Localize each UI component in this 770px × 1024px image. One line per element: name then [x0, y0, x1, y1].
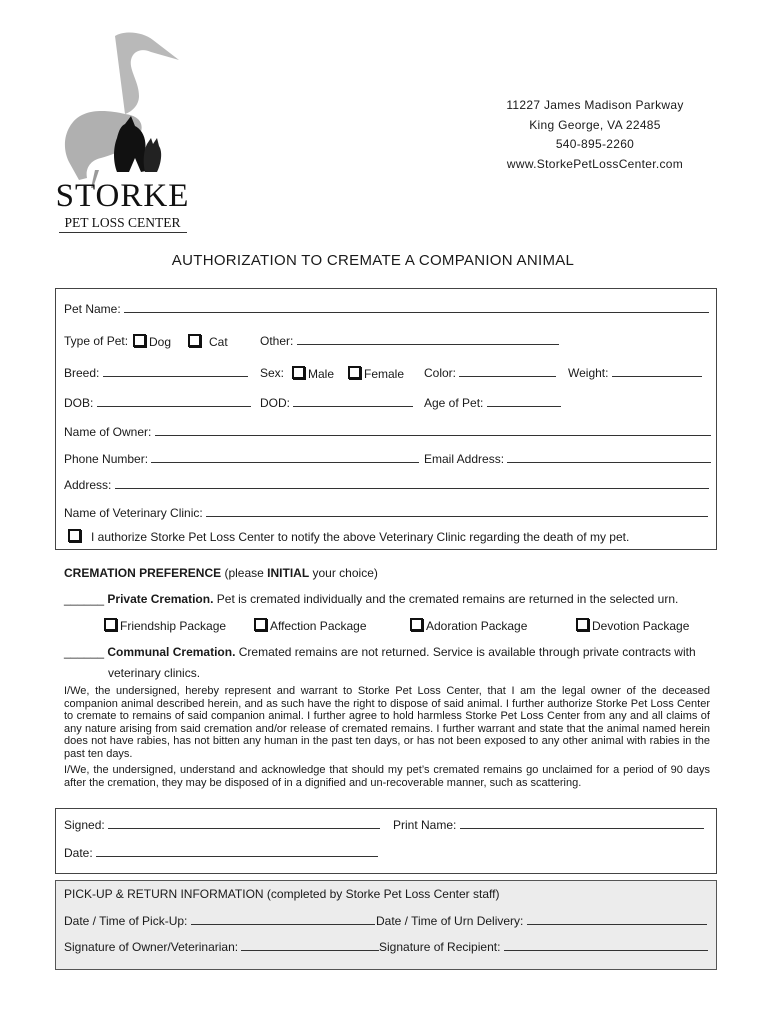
dog-checkbox-icon[interactable] — [133, 334, 146, 347]
cat-checkbox-icon[interactable] — [188, 334, 201, 347]
authorize-checkbox[interactable] — [68, 529, 629, 544]
dob-label: DOB: — [64, 396, 94, 410]
color-row — [424, 366, 556, 380]
package-label: Friendship Package — [120, 619, 227, 633]
other-field[interactable] — [297, 334, 559, 345]
cat-label: Cat — [209, 335, 228, 349]
communal-text: Cremated remains are not returned. Service is available through private contracts with — [238, 645, 696, 659]
company-address — [480, 96, 710, 174]
cremation-note-bold: INITIAL — [267, 566, 310, 580]
cremation-heading — [64, 566, 378, 580]
male-checkbox-icon[interactable] — [292, 366, 305, 379]
dod-label: DOD: — [260, 396, 290, 410]
package-affection[interactable] — [254, 618, 367, 633]
male-label: Male — [308, 367, 335, 381]
private-initial-field[interactable]: ______ — [64, 592, 105, 606]
breed-row — [64, 366, 248, 380]
email-label: Email Address: — [424, 452, 505, 466]
legal-paragraph-1: I/We, the undersigned, hereby represent and warrant to Storke Pet Loss Center, that I am the legal owner of the deceased companion animal described herein, and as such have the right to dispose of said animal. I further authorize Storke Pet Loss Center to cremate to remains of said companion animal. I further agree to hold harmless Storke Pet Loss Center from any and all claims of any nature arising from said cremation and/or release of cremated remains. I further warrant and state that the animal named herein does not have rabies, has not bitten any human in the past ten days, or has not been exposed to any other animal with rabies in the past ten days. — [64, 685, 710, 760]
weight-row — [568, 366, 702, 380]
cat-checkbox[interactable] — [188, 334, 228, 349]
email-row — [424, 452, 711, 466]
print-name-field[interactable] — [460, 818, 704, 829]
owner-label: Name of Owner: — [64, 425, 152, 439]
communal-initial-field[interactable]: ______ — [64, 645, 105, 659]
recipient-signature-label: Signature of Recipient: — [379, 940, 501, 954]
date-row — [64, 846, 378, 860]
package-adoration[interactable] — [410, 618, 527, 633]
vet-field[interactable] — [206, 506, 708, 517]
cremation-heading-title: CREMATION PREFERENCE — [64, 566, 222, 580]
phone-row — [64, 452, 419, 466]
female-checkbox[interactable] — [348, 366, 404, 381]
print-name-label: Print Name: — [393, 818, 457, 832]
owner-signature-field[interactable] — [241, 940, 379, 951]
date-label: Date: — [64, 846, 93, 860]
adoration-checkbox-icon[interactable] — [410, 618, 423, 631]
pickup-date-row — [64, 914, 375, 928]
owner-row — [64, 425, 711, 439]
owner-signature-row — [64, 940, 379, 954]
address-label: Address: — [64, 478, 112, 492]
package-label: Adoration Package — [426, 619, 528, 633]
other-label: Other: — [260, 334, 294, 348]
communal-title: Communal Cremation. — [107, 645, 236, 659]
heron-pet-icon — [55, 30, 195, 190]
urn-date-label: Date / Time of Urn Delivery: — [376, 914, 524, 928]
brand-subname: PET LOSS CENTER — [64, 215, 181, 230]
female-label: Female — [364, 367, 405, 381]
dod-row — [260, 396, 413, 410]
signed-label: Signed: — [64, 818, 105, 832]
pet-name-row — [64, 302, 709, 316]
dob-row — [64, 396, 251, 410]
address-line1: 11227 James Madison Parkway — [506, 98, 684, 112]
weight-label: Weight: — [568, 366, 609, 380]
dod-field[interactable] — [293, 396, 413, 407]
owner-field[interactable] — [155, 425, 711, 436]
owner-signature-label: Signature of Owner/Veterinarian: — [64, 940, 239, 954]
male-checkbox[interactable] — [292, 366, 334, 381]
dog-label: Dog — [149, 335, 172, 349]
package-label: Devotion Package — [592, 619, 690, 633]
signed-row — [64, 818, 380, 832]
package-label: Affection Package — [270, 619, 367, 633]
friendship-checkbox-icon[interactable] — [104, 618, 117, 631]
pickup-date-field[interactable] — [191, 914, 375, 925]
recipient-signature-field[interactable] — [504, 940, 708, 951]
private-text: Pet is cremated individually and the cremated remains are returned in the selected urn. — [216, 592, 679, 606]
age-row — [424, 396, 561, 410]
private-title: Private Cremation. — [107, 592, 214, 606]
brand-divider — [59, 232, 187, 233]
age-label: Age of Pet: — [424, 396, 484, 410]
type-of-pet-row — [64, 334, 128, 348]
sex-label: Sex: — [260, 366, 285, 380]
brand-name: STORKE — [55, 178, 190, 214]
page-title: AUTHORIZATION TO CREMATE A COMPANION ANIMAL — [171, 252, 575, 269]
print-name-row — [393, 818, 704, 832]
address-row — [64, 478, 709, 492]
pet-name-label: Pet Name: — [64, 302, 121, 316]
address-line2: King George, VA 22485 — [529, 117, 661, 132]
email-field[interactable] — [507, 452, 711, 463]
pickup-date-label: Date / Time of Pick-Up: — [64, 914, 188, 928]
type-of-pet-label: Type of Pet: — [64, 334, 129, 348]
date-field[interactable] — [96, 846, 378, 857]
authorize-text: I authorize Storke Pet Loss Center to notify the above Veterinary Clinic regarding the death of my pet. — [91, 530, 630, 544]
phone-label: Phone Number: — [64, 452, 149, 466]
weight-field[interactable] — [612, 366, 702, 377]
address-website: www.StorkePetLossCenter.com — [506, 156, 684, 171]
color-field[interactable] — [459, 366, 556, 377]
address-field[interactable] — [115, 478, 709, 489]
breed-field[interactable] — [103, 366, 248, 377]
pickup-heading: PICK-UP & RETURN INFORMATION (completed by Storke Pet Loss Center staff) — [64, 887, 500, 901]
legal-paragraph-2: I/We, the undersigned, understand and acknowledge that should my pet’s cremated remains go unclaimed for a period of 90 days after the cremation, they may be disposed of in a dignified and un-recoverable manner, such as scattering. — [64, 764, 710, 789]
age-field[interactable] — [487, 396, 561, 407]
dog-checkbox[interactable] — [133, 334, 171, 349]
phone-field[interactable] — [151, 452, 419, 463]
other-row — [260, 334, 559, 348]
devotion-checkbox-icon[interactable] — [576, 618, 589, 631]
cremation-note-post: your choice) — [309, 566, 378, 580]
signed-field[interactable] — [108, 818, 380, 829]
urn-date-field[interactable] — [527, 914, 707, 925]
private-cremation-option — [64, 592, 678, 606]
female-checkbox-icon[interactable] — [348, 366, 361, 379]
dob-field[interactable] — [97, 396, 251, 407]
color-label: Color: — [424, 366, 457, 380]
pet-name-field[interactable] — [124, 302, 709, 313]
cremation-note-pre: (please — [224, 566, 268, 580]
communal-text-cont: veterinary clinics. — [108, 666, 201, 680]
vet-row — [64, 506, 708, 520]
logo — [55, 30, 195, 240]
recipient-signature-row — [379, 940, 708, 954]
breed-label: Breed: — [64, 366, 100, 380]
address-phone: 540-895-2260 — [555, 137, 635, 151]
vet-label: Name of Veterinary Clinic: — [64, 506, 203, 520]
affection-checkbox-icon[interactable] — [254, 618, 267, 631]
package-devotion[interactable] — [576, 618, 689, 633]
communal-cremation-option — [64, 645, 696, 659]
urn-date-row — [376, 914, 707, 928]
package-friendship[interactable] — [104, 618, 226, 633]
authorize-checkbox-icon[interactable] — [68, 529, 81, 542]
